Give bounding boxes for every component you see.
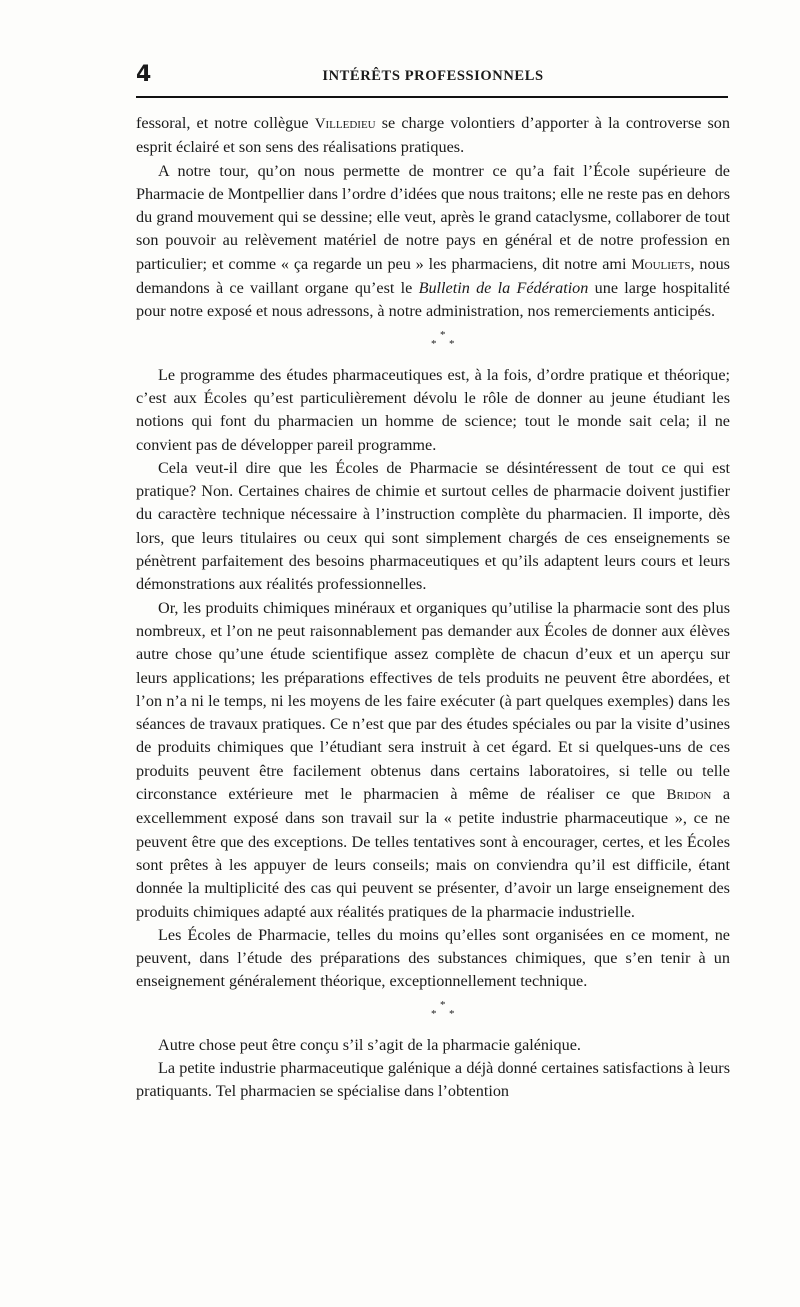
journal-title: Bulletin de la Fédération <box>418 279 589 298</box>
paragraph <box>136 160 730 324</box>
paragraph <box>136 597 730 924</box>
paragraph: Les Écoles de Pharmacie, telles du moins qu’elles sont organisées en ce moment, ne peuvent, dans l’étude des préparations des substances chimiques, que s’en tenir à un enseignement généralement théorique, exceptionnellement technique. <box>136 925 730 991</box>
text-run: fessoral, et notre collègue <box>136 114 315 132</box>
asterism-separator <box>423 328 463 354</box>
text-run: a excellemment exposé dans son travail sur la « petite industrie pharmaceutique », ce ne peuvent être que des exceptions. De telles tentatives sont à encourager, certes, et les Écoles sont prêtes à les appuyer de leurs conseils; mais on conviendra qu’il est difficile, étant donnée la multiplicité des cas qui peuvent se présenter, d’avoir un large enseignement des produits chimiques adapté aux réalités pratiques de la pharmacie industrielle. <box>136 785 731 921</box>
asterisk: * <box>449 1007 455 1020</box>
header-rule <box>136 96 728 98</box>
text-run: Or, les produits chimiques minéraux et organiques qu’utilise la pharmacie sont des plus nombreux, et l’on ne peut raisonnablement pas demander aux Écoles de donner aux élèves autre chose qu’une étude scientifique assez complète de chacun d’eux et un aperçu sur leurs applications; les préparations effectives de tels produits ne peuvent être abordées, et l’on n’a ni le temps, ni les moyens de les faire exécuter (à part quelques exemples) dans les séances de travaux pratiques. Ce n’est que par des études spéciales ou par la visite d’usines de produits chimiques que l’étudiant sera instruit à cet égard. Et si quelques-uns de ces produits peuvent être facilement obtenus dans certains laboratoires, si telle ou telle circonstance extérieure met le pharmacien à même de réaliser ce que <box>136 598 730 804</box>
person-name: Villedieu <box>314 116 376 132</box>
running-header <box>136 60 730 90</box>
paragraph: Autre chose peut être conçu s’il s’agit de la pharmacie galénique. <box>158 1035 581 1054</box>
asterisk: * <box>440 328 446 341</box>
page-number: 4 <box>136 62 152 87</box>
body-text <box>136 112 730 1104</box>
paragraph: La petite industrie pharmaceutique galénique a déjà donné certaines satisfactions à leurs pratiquants. Tel pharmacien se spécialise dans l’obtention <box>136 1058 730 1101</box>
running-title: INTÉRÊTS PROFESSIONNELS <box>322 68 544 84</box>
asterisk: * <box>431 1007 437 1020</box>
person-name: Mouliets <box>631 256 691 273</box>
asterism-separator <box>423 998 463 1024</box>
asterisk: * <box>449 337 455 350</box>
person-name: Bridon <box>666 787 712 804</box>
text-run: une large hospitalité pour notre exposé et nous adressons, à notre administration, nos remerciements anticipés. <box>136 279 730 321</box>
paragraph: Cela veut-il dire que les Écoles de Pharmacie se désintéressent de tout ce qui est pratique? Non. Certaines chaires de chimie et surtout celles de pharmacie doivent justifier du caractère technique nécessaire à l’instruction complète du pharmacien. Il importe, dès lors, que leurs titulaires ou ceux qui sont simplement chargés de ces enseignements se pénètrent parfaitement des besoins pharmaceutiques et qu’ils adaptent leurs cours et leurs démonstrations aux réalités professionnelles. <box>136 458 730 594</box>
paragraph <box>136 112 730 160</box>
paragraph: Le programme des études pharmaceutiques est, à la fois, d’ordre pratique et théorique; c’est aux Écoles qu’est particulièrement dévolu le rôle de donner au jeune étudiant les notions qui font du pharmacien un homme de science; tout le monde sait cela; il ne convient pas de développer pareil programme. <box>136 365 730 454</box>
text-run: , nous demandons à ce vaillant organe qu’est le <box>136 254 730 298</box>
asterisk: * <box>440 998 446 1011</box>
text-run: se charge volontiers d’apporter à la controverse son esprit éclairé et son sens des réalisations pratiques. <box>136 114 730 157</box>
asterisk: * <box>431 337 437 350</box>
text-run: A notre tour, qu’on nous permette de montrer ce qu’a fait l’École supérieure de Pharmacie de Montpellier dans l’ordre d’idées que nous traitons; elle ne reste pas en dehors du grand mouvement qui se dessine; elle veut, après le grand cataclysme, collaborer de tout son pouvoir au relèvement matériel de notre pays en général et de notre profession en particulier; et comme « ça regarde un peu » les pharmaciens, dit notre ami <box>136 161 730 273</box>
